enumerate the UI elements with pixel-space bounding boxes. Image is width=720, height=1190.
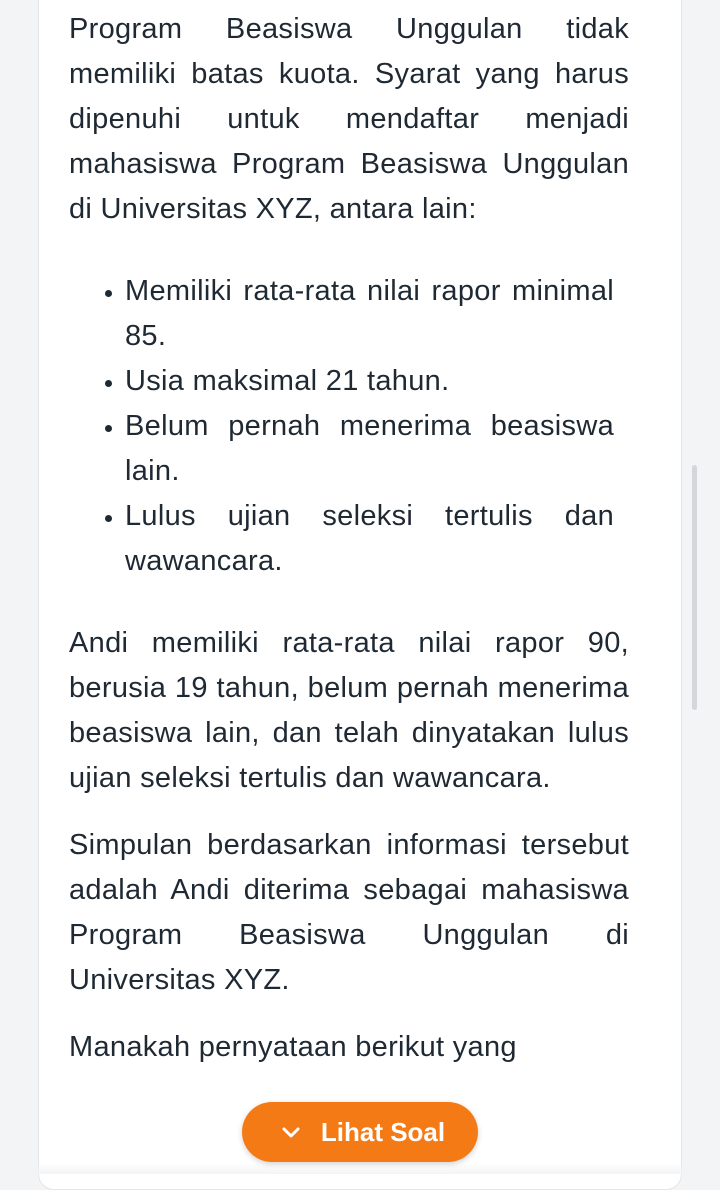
- spacer: [69, 232, 629, 269]
- lihat-soal-button[interactable]: [242, 1102, 478, 1162]
- scrollbar[interactable]: [692, 465, 697, 710]
- spacer: [69, 1003, 629, 1025]
- question-paragraph: Manakah pernyataan berikut yang: [69, 1031, 517, 1063]
- requirements-list: [69, 269, 629, 584]
- conclusion-paragraph: Simpulan berdasarkan informasi tersebut adalah Andi diterima sebagai mahasiswa Program Beasiswa Unggulan di Universitas XYZ.: [69, 829, 629, 996]
- list-item: • Memiliki rata-rata nilai rapor minimal 85.: [125, 269, 614, 359]
- case-paragraph: Andi memiliki rata-rata nilai rapor 90, berusia 19 tahun, belum pernah menerima beasiswa lain, dan telah dinyatakan lulus ujian seleksi tertulis dan wawancara.: [69, 627, 629, 794]
- list-item: • Belum pernah menerima beasiswa lain.: [125, 404, 614, 494]
- spacer: [69, 584, 629, 621]
- intro-paragraph: Program Beasiswa Unggulan tidak memiliki batas kuota. Syarat yang harus dipenuhi untuk mendaftar menjadi mahasiswa Program Beasiswa Unggulan di Universitas XYZ, antara lain:: [69, 13, 629, 225]
- lihat-soal-label: Lihat Soal: [320, 1116, 446, 1147]
- list-item: • Usia maksimal 21 tahun.: [125, 359, 614, 404]
- chevron-down-icon: [279, 1120, 303, 1144]
- question-content: [69, 7, 629, 1070]
- bottom-fade: [0, 1163, 720, 1174]
- list-item: • Lulus ujian seleksi tertulis dan wawancara.: [125, 494, 614, 584]
- spacer: [69, 801, 629, 823]
